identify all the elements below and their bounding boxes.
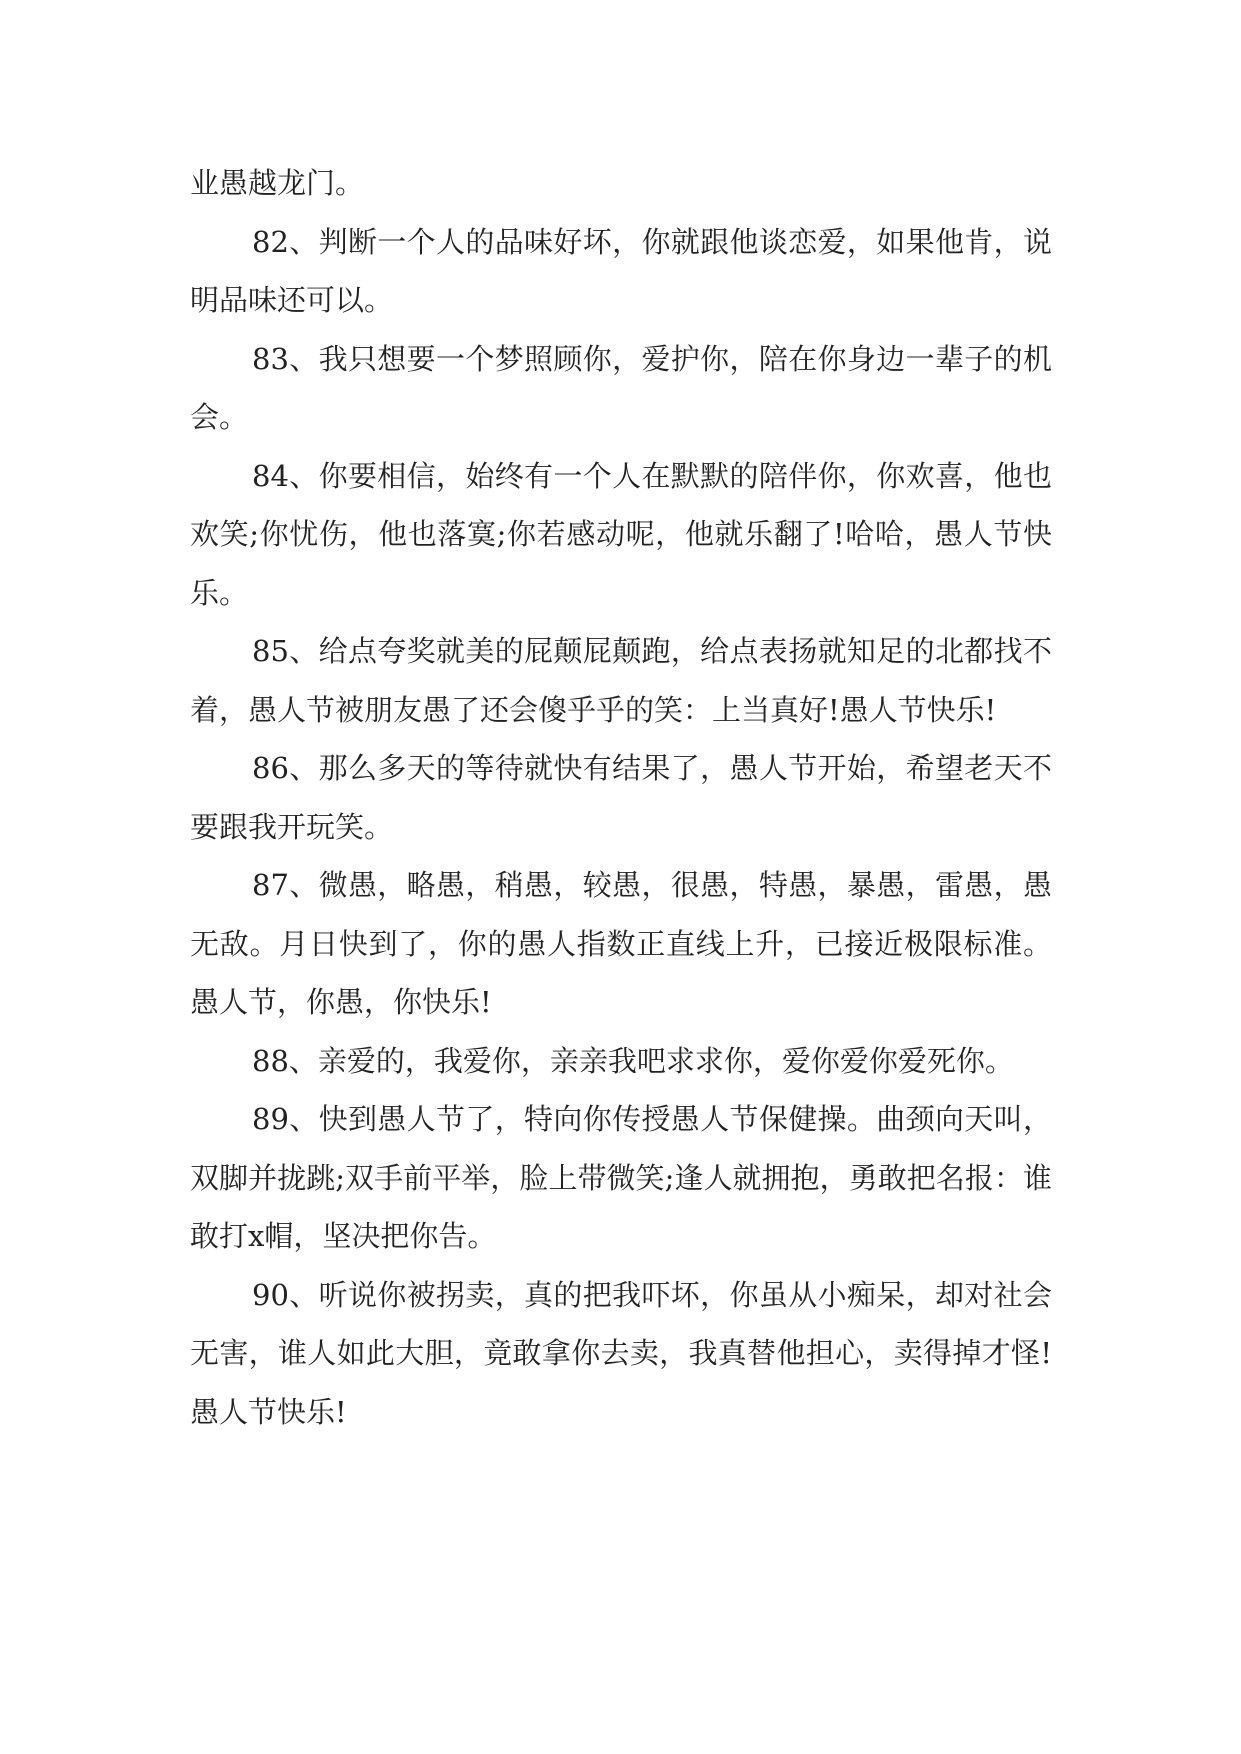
paragraph-89: 89、快到愚人节了，特向你传授愚人节保健操。曲颈向天叫，双脚并拢跳;双手前平举，脸上带微笑;逢人就拥抱，勇敢把名报：谁敢打x帽，坚决把你告。 [190,1102,1052,1253]
document-body [190,154,1052,1441]
paragraph-82: 82、判断一个人的品味好坏，你就跟他谈恋爱，如果他肯，说明品味还可以。 [190,224,1052,317]
paragraph-87: 87、微愚，略愚，稍愚，较愚，很愚，特愚，暴愚，雷愚，愚无敌。月日快到了，你的愚人指数正直线上升，已接近极限标准。愚人节，你愚，你快乐! [190,868,1052,1019]
paragraph-85: 85、给点夸奖就美的屁颠屁颠跑，给点表扬就知足的北都找不着，愚人节被朋友愚了还会傻乎乎的笑：上当真好!愚人节快乐! [190,634,1052,727]
paragraph-continuation: 业愚越龙门。 [190,166,365,200]
paragraph-84: 84、你要相信，始终有一个人在默默的陪伴你，你欢喜，他也欢笑;你忧伤，他也落寞;你若感动呢，他就乐翻了!哈哈，愚人节快乐。 [190,458,1052,610]
paragraph-90: 90、听说你被拐卖，真的把我吓坏，你虽从小痴呆，却对社会无害，谁人如此大胆，竟敢拿你去卖，我真替他担心，卖得掉才怪!愚人节快乐! [190,1277,1052,1429]
paragraph-83: 83、我只想要一个梦照顾你，爱护你，陪在你身边一辈子的机会。 [190,341,1052,434]
paragraph-88: 88、亲爱的，我爱你，亲亲我吧求求你，爱你爱你爱死你。 [252,1043,1014,1078]
paragraph-86: 86、那么多天的等待就快有结果了，愚人节开始，希望老天不要跟我开玩笑。 [190,751,1052,844]
